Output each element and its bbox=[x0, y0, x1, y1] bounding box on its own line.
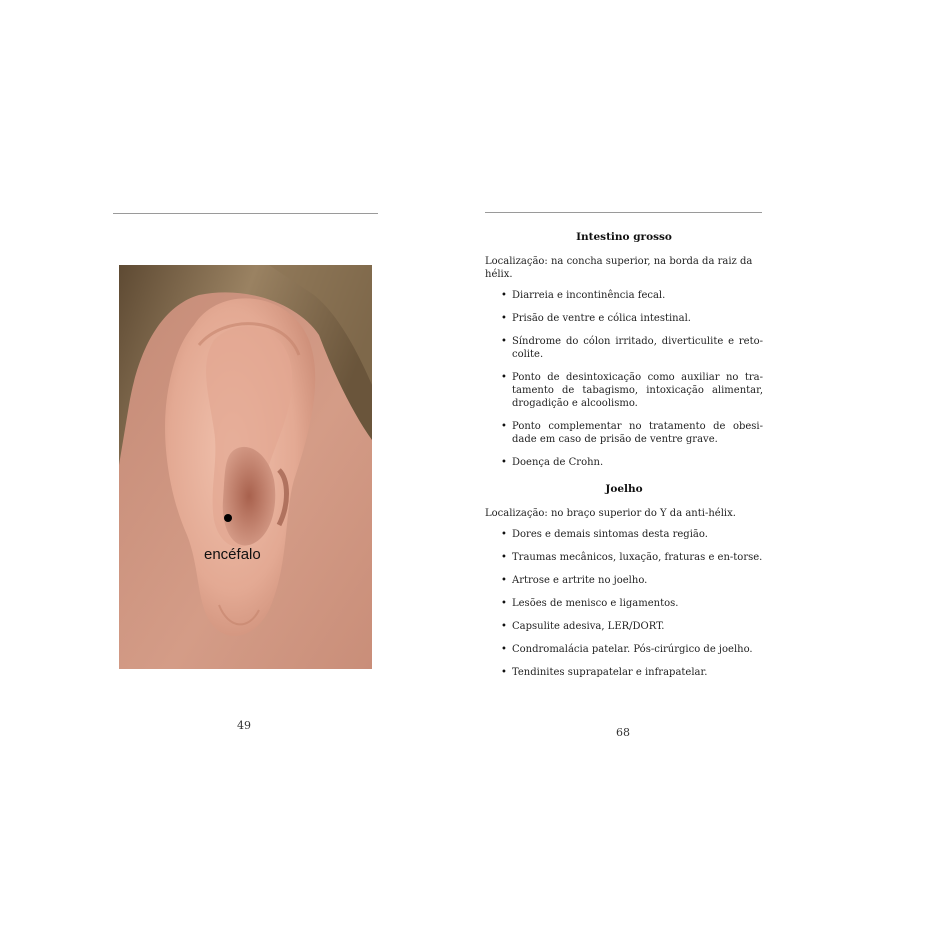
list-item: • Condromalácia patelar. Pós-cirúrgico de joelho. bbox=[485, 643, 763, 656]
text-column bbox=[485, 231, 763, 689]
list-item: • Artrose e artrite no joelho. bbox=[485, 574, 763, 587]
encefalo-point-marker bbox=[224, 514, 232, 522]
list-item: • Capsulite adesiva, LER/DORT. bbox=[485, 620, 763, 633]
page-number-left: 49 bbox=[237, 719, 251, 732]
location-joelho: Localização: no braço superior do Y da anti-hélix. bbox=[485, 508, 736, 519]
section-title-intestino-grosso: Intestino grosso bbox=[576, 231, 672, 243]
list-item: • Ponto de desintoxicação como auxiliar no tra-tamento de tabagismo, intoxicação alimentar, drogadição e alcoolismo. bbox=[485, 371, 763, 410]
list-item: • Lesões de menisco e ligamentos. bbox=[485, 597, 763, 610]
location-intestino-grosso: Localização: na concha superior, na borda da raiz da hélix. bbox=[485, 256, 753, 280]
top-rule bbox=[113, 213, 378, 214]
list-item: • Doença de Crohn. bbox=[485, 456, 763, 469]
page-number-right: 68 bbox=[616, 726, 630, 739]
list-item: • Tendinites suprapatelar e infrapatelar. bbox=[485, 666, 763, 679]
list-item: • Diarreia e incontinência fecal. bbox=[485, 289, 763, 302]
list-item: • Síndrome do cólon irritado, diverticulite e reto-colite. bbox=[485, 335, 763, 361]
right-page bbox=[463, 0, 926, 926]
ear-photo bbox=[119, 265, 372, 669]
section-title-joelho: Joelho bbox=[605, 483, 643, 495]
encefalo-label: encéfalo bbox=[204, 546, 261, 563]
list-item: • Dores e demais sintomas desta região. bbox=[485, 528, 763, 541]
indications-list-intestino-grosso bbox=[485, 289, 763, 469]
top-rule bbox=[485, 212, 762, 213]
list-item: • Traumas mecânicos, luxação, fraturas e en-torse. bbox=[485, 551, 763, 564]
list-item: • Ponto complementar no tratamento de obesi-dade em caso de prisão de ventre grave. bbox=[485, 420, 763, 446]
indications-list-joelho bbox=[485, 528, 763, 679]
list-item: • Prisão de ventre e cólica intestinal. bbox=[485, 312, 763, 325]
